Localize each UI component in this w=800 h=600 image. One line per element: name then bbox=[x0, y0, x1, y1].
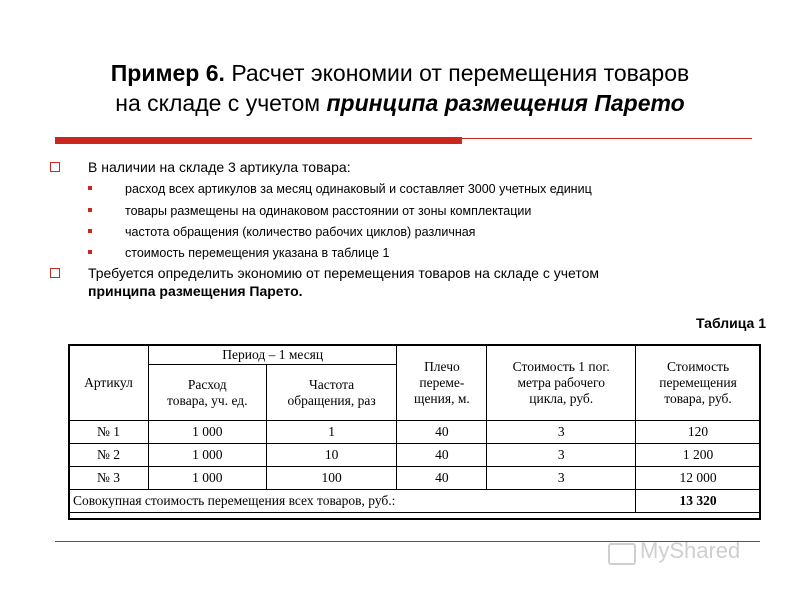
title-lead: Пример 6. bbox=[110, 60, 225, 86]
header-article: Артикул bbox=[69, 345, 149, 421]
header-consumption-line: Расход bbox=[187, 376, 227, 392]
title-underline-thick bbox=[55, 137, 462, 144]
square-bullet-icon bbox=[50, 268, 60, 278]
bullet-2-text bbox=[88, 264, 599, 300]
slide-title bbox=[0, 58, 800, 118]
cell: 40 bbox=[397, 444, 487, 467]
sub-bullet-1: расход всех артикулов за месяц одинаковый и составляет 3000 учетных единиц bbox=[125, 182, 592, 196]
cost-table bbox=[68, 344, 761, 513]
total-value: 13 320 bbox=[636, 490, 761, 513]
bullet-2-line-2: принципа размещения Парето. bbox=[88, 283, 303, 299]
title-underline-thin bbox=[462, 138, 752, 139]
title-text-1: Расчет экономии от перемещения товаров bbox=[231, 60, 690, 86]
title-emphasis: принципа размещения Парето bbox=[326, 90, 685, 116]
header-cost-unit-line: Стоимость 1 пог. bbox=[512, 358, 610, 374]
square-bullet-icon bbox=[50, 162, 60, 172]
watermark-text: MyShared bbox=[640, 538, 741, 563]
header-cost-total-line: товара, руб. bbox=[664, 390, 732, 406]
cell: 120 bbox=[636, 421, 761, 444]
header-frequency-line: обращения, раз bbox=[287, 392, 376, 408]
cell: 10 bbox=[266, 444, 397, 467]
cell: 12 000 bbox=[636, 467, 761, 490]
header-cost-unit-line: метра рабочего bbox=[517, 374, 605, 390]
cell: 3 bbox=[487, 421, 636, 444]
header-cost-unit bbox=[487, 345, 636, 421]
cell: 1 000 bbox=[148, 467, 266, 490]
small-bullet-icon bbox=[88, 186, 92, 190]
header-cost-total-line: Стоимость bbox=[666, 358, 730, 374]
header-period: Период – 1 месяц bbox=[148, 345, 397, 365]
header-consumption bbox=[148, 365, 266, 421]
header-cost-unit-line: цикла, руб. bbox=[529, 390, 594, 406]
header-frequency bbox=[266, 365, 397, 421]
watermark-logo-icon bbox=[608, 543, 636, 565]
cell: 1 200 bbox=[636, 444, 761, 467]
header-cost-total-line: перемещения bbox=[659, 374, 737, 390]
header-cost-total bbox=[636, 345, 761, 421]
small-bullet-icon bbox=[88, 208, 92, 212]
cell: 3 bbox=[487, 444, 636, 467]
small-bullet-icon bbox=[88, 229, 92, 233]
total-row bbox=[69, 490, 761, 513]
small-bullet-icon bbox=[88, 250, 92, 254]
header-consumption-line: товара, уч. ед. bbox=[167, 392, 248, 408]
table-row bbox=[69, 467, 761, 490]
cell: 100 bbox=[266, 467, 397, 490]
bullet-2-line-1: Требуется определить экономию от перемещения товаров на складе с учетом bbox=[88, 265, 600, 281]
cell: № 1 bbox=[69, 421, 149, 444]
total-label: Совокупная стоимость перемещения всех товаров, руб.: bbox=[69, 490, 636, 513]
sub-bullet-4: стоимость перемещения указана в таблице 1 bbox=[125, 246, 390, 260]
cell: № 2 bbox=[69, 444, 149, 467]
cell: № 3 bbox=[69, 467, 149, 490]
cell: 3 bbox=[487, 467, 636, 490]
cell: 1 000 bbox=[148, 421, 266, 444]
cell: 1 000 bbox=[148, 444, 266, 467]
sub-bullet-3: частота обращения (количество рабочих циклов) различная bbox=[125, 225, 476, 239]
cell: 40 bbox=[397, 421, 487, 444]
header-shoulder-line: переме- bbox=[419, 374, 465, 390]
table-row bbox=[69, 421, 761, 444]
cell: 40 bbox=[397, 467, 487, 490]
title-text-2: на складе с учетом bbox=[115, 90, 321, 116]
table-caption: Таблица 1 bbox=[695, 315, 766, 331]
sub-bullet-2: товары размещены на одинаковом расстоянии от зоны комплектации bbox=[125, 204, 532, 218]
header-frequency-line: Частота bbox=[309, 376, 355, 392]
table-row bbox=[69, 444, 761, 467]
header-shoulder bbox=[397, 345, 487, 421]
cell: 1 bbox=[266, 421, 397, 444]
bullet-1-text: В наличии на складе 3 артикула товара: bbox=[88, 159, 351, 175]
header-shoulder-line: щения, м. bbox=[414, 390, 470, 406]
header-shoulder-line: Плечо bbox=[424, 358, 460, 374]
